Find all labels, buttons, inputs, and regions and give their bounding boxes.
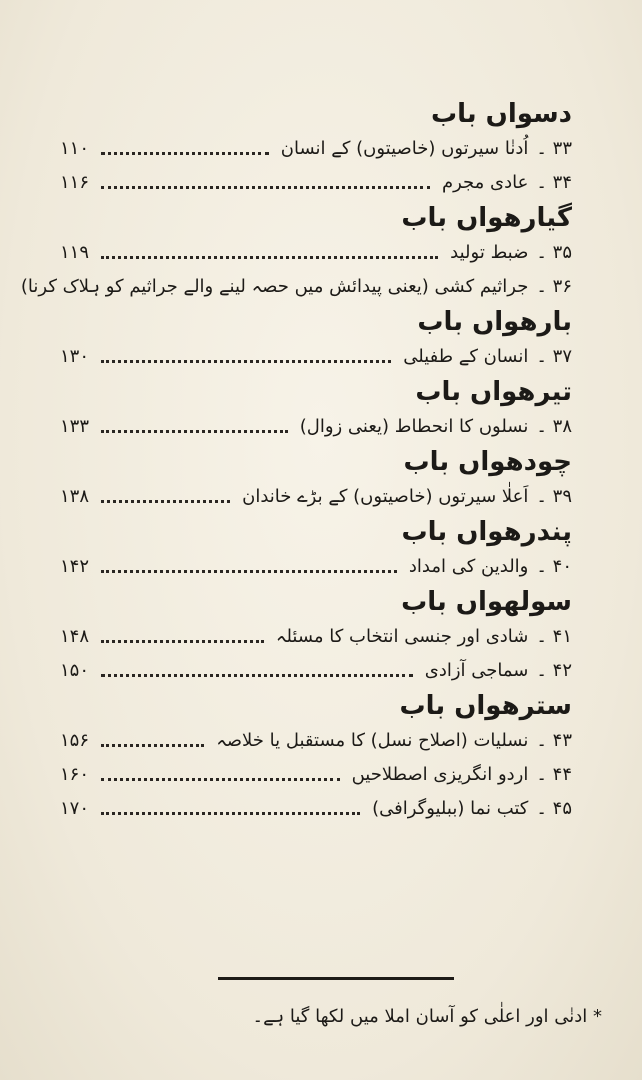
entry-title: اَعلٰا سیرتوں (خاصیتوں) کے بڑے خاندان (242, 485, 529, 507)
chapter-heading: سترھواں باب (399, 691, 572, 721)
toc-entry (60, 165, 572, 199)
toc-entry (60, 409, 572, 443)
dot-leader (101, 150, 269, 155)
entry-page-number: ۱۵۶ (60, 729, 90, 751)
dot-leader (101, 638, 264, 643)
entry-number: ۳۶ ۔ (536, 275, 572, 297)
toc-entry (60, 757, 572, 791)
entry-number: ۴۵ ۔ (536, 797, 572, 819)
chapter-heading: سولھواں باب (401, 587, 572, 617)
toc-entry (60, 619, 572, 653)
dot-leader (101, 742, 204, 747)
entry-page-number: ۱۱۰ (60, 137, 90, 159)
entry-page-number: ۱۴۸ (60, 625, 90, 647)
entry-page-number: ۱۴۲ (60, 555, 90, 577)
entry-title: انسان کے طفیلی (403, 345, 529, 367)
entry-number: ۳۵ ۔ (536, 241, 572, 263)
entry-number: ۴۰ ۔ (536, 555, 572, 577)
entry-title: والدین کی امداد (408, 555, 529, 577)
entry-page-number: ۱۳۳ (60, 415, 90, 437)
entry-page-number: ۱۷۰ (60, 797, 90, 819)
toc-entry (60, 235, 572, 269)
entry-page-number: ۱۳۰ (60, 345, 90, 367)
dot-leader (101, 428, 288, 433)
chapter-heading: پندرھواں باب (401, 517, 572, 547)
entry-page-number: ۱۶۰ (60, 763, 90, 785)
footnote: * ادنٰی اور اعلٰی کو آسان املا میں لکھا گیا ہے۔ (252, 1006, 602, 1027)
dot-leader (101, 254, 438, 259)
entry-page-number: ۱۱۹ (60, 241, 90, 263)
entry-page-number: ۱۱۶ (60, 171, 90, 193)
entry-title: نسلیات (اصلاح نسل) کا مستقبل یا خلاصہ (216, 729, 529, 751)
footnote-divider (218, 977, 454, 980)
entry-number: ۳۸ ۔ (536, 415, 572, 437)
entry-title: ضبط تولید (450, 241, 529, 263)
dot-leader (101, 184, 430, 189)
dot-leader (101, 776, 340, 781)
entry-number: ۳۳ ۔ (536, 137, 572, 159)
toc-entry (60, 791, 572, 825)
toc-entry (60, 131, 572, 165)
dot-leader (101, 568, 397, 573)
entry-title: سماجی آزادی (424, 659, 529, 681)
toc-entry (60, 653, 572, 687)
chapter-heading: گیارھواں باب (401, 203, 572, 233)
toc-entry (60, 549, 572, 583)
entry-title: شادی اور جنسی انتخاب کا مسئلہ (275, 625, 529, 647)
dot-leader (101, 810, 360, 815)
entry-number: ۴۲ ۔ (536, 659, 572, 681)
entry-title: کتب نما (ببلیوگرافی) (372, 797, 529, 819)
toc-entry (60, 339, 572, 373)
toc-entry (20, 269, 572, 303)
toc-entry (60, 723, 572, 757)
chapter-heading: بارھواں باب (417, 307, 572, 337)
entry-number: ۴۳ ۔ (536, 729, 572, 751)
chapter-heading: تیرھواں باب (415, 377, 572, 407)
entry-number: ۴۱ ۔ (536, 625, 572, 647)
entry-title: عادی مجرم (441, 171, 529, 193)
entry-title: اُدنٰا سیرتوں (خاصیتوں) کے انسان (280, 137, 529, 159)
entry-number: ۳۷ ۔ (536, 345, 572, 367)
dot-leader (101, 672, 413, 677)
table-of-contents (20, 95, 572, 825)
entry-number: ۳۴ ۔ (536, 171, 572, 193)
toc-entry (60, 479, 572, 513)
entry-title: اردو انگریزی اصطلاحیں (351, 763, 529, 785)
entry-number: ۳۹ ۔ (536, 485, 572, 507)
entry-number: ۴۴ ۔ (536, 763, 572, 785)
entry-page-number: ۱۳۸ (60, 485, 90, 507)
entry-title: نسلوں کا انحطاط (یعنی زوال) (299, 415, 529, 437)
dot-leader (101, 358, 391, 363)
entry-page-number: ۱۵۰ (60, 659, 90, 681)
chapter-heading: چودھواں باب (403, 447, 572, 477)
dot-leader (101, 498, 230, 503)
chapter-heading: دسواں باب (430, 99, 572, 129)
entry-title: جراثیم کشی (یعنی پیدائش میں حصہ لینے والے جراثیم کو ہلاک کرنا) (20, 275, 529, 297)
